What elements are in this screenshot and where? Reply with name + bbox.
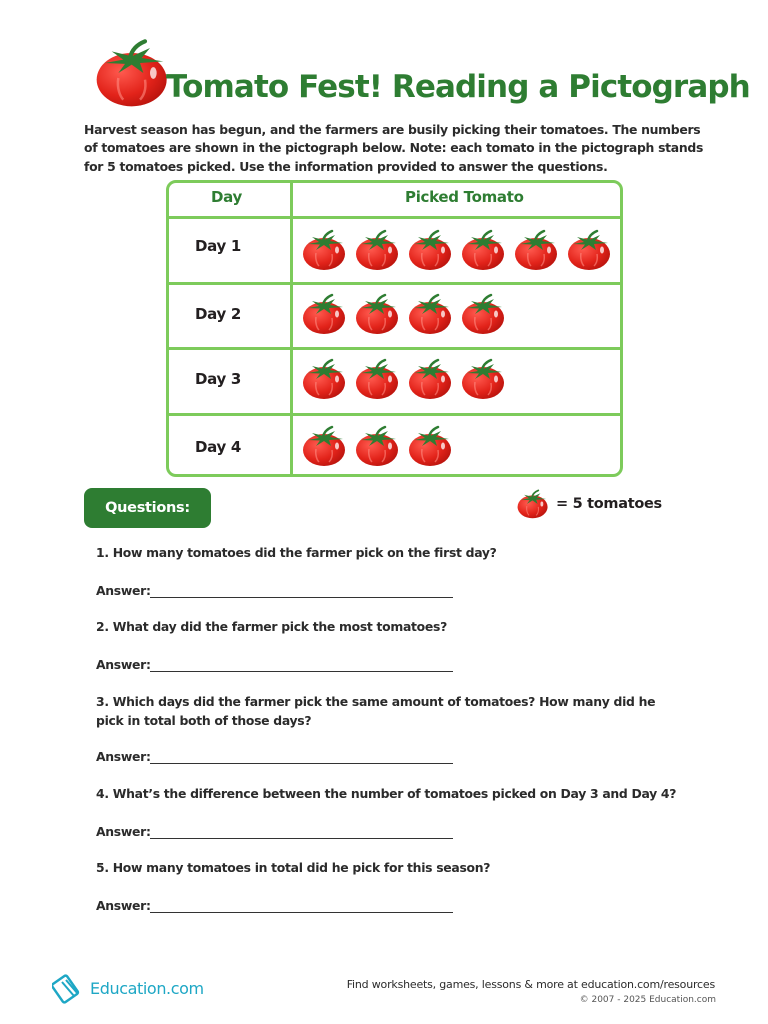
table-header-row xyxy=(169,183,620,216)
tomato-icon xyxy=(302,229,350,271)
table-row xyxy=(169,282,620,347)
tomato-icon xyxy=(408,229,456,271)
tomato-icon xyxy=(408,358,456,400)
tomato-icon xyxy=(355,425,403,467)
day-label: Day 4 xyxy=(195,438,242,456)
answer-label: Answer: xyxy=(96,749,151,764)
tomato-icon xyxy=(355,229,403,271)
answer-line xyxy=(150,912,453,913)
question-3: 3. Which days did the farmer pick the same amount of tomatoes? How many did he pick in total both of those days? xyxy=(96,694,656,728)
day-label: Day 2 xyxy=(195,305,242,323)
question-2: 2. What day did the farmer pick the most tomatoes? xyxy=(96,619,447,634)
title-block xyxy=(94,38,750,112)
answer-line xyxy=(150,763,453,764)
key-text: = 5 tomatoes xyxy=(556,496,662,512)
footer-copyright: © 2007 - 2025 Education.com xyxy=(579,995,716,1005)
questions-heading: Questions: xyxy=(84,488,211,528)
question-5: 5. How many tomatoes in total did he pick for this season? xyxy=(96,860,491,875)
table-row xyxy=(169,413,620,477)
table-row xyxy=(169,347,620,413)
tomato-group xyxy=(302,425,456,467)
table-row xyxy=(169,216,620,282)
tomato-icon xyxy=(516,489,552,519)
answer-label: Answer: xyxy=(96,824,151,839)
answer-label: Answer: xyxy=(96,583,151,598)
tomato-icon xyxy=(408,293,456,335)
logo-text: Education.com xyxy=(90,978,204,998)
tomato-icon xyxy=(355,358,403,400)
answer-line xyxy=(150,671,453,672)
day-label: Day 1 xyxy=(195,237,242,255)
tomato-icon xyxy=(302,358,350,400)
tomato-icon xyxy=(461,293,509,335)
tomato-group xyxy=(302,229,615,271)
education-logo xyxy=(52,972,204,1004)
answer-label: Answer: xyxy=(96,657,151,672)
day-label: Day 3 xyxy=(195,370,242,388)
pictograph-key xyxy=(516,489,662,519)
tomato-icon xyxy=(94,38,176,108)
answer-label: Answer: xyxy=(96,898,151,913)
footer-tagline: Find worksheets, games, lessons & more at education.com/resources xyxy=(346,978,715,991)
tomato-icon xyxy=(302,425,350,467)
answer-line xyxy=(150,838,453,839)
header-picked-tomato: Picked Tomato xyxy=(405,188,524,206)
tomato-icon xyxy=(355,293,403,335)
tomato-icon xyxy=(302,293,350,335)
question-4: 4. What’s the difference between the number of tomatoes picked on Day 3 and Day 4? xyxy=(96,786,677,801)
answer-line xyxy=(150,597,453,598)
tomato-icon xyxy=(461,358,509,400)
tomato-icon xyxy=(461,229,509,271)
tomato-icon xyxy=(514,229,562,271)
page-title: Tomato Fest! Reading a Pictograph xyxy=(166,69,750,105)
header-day: Day xyxy=(211,188,242,206)
tomato-group xyxy=(302,293,509,335)
question-1: 1. How many tomatoes did the farmer pick on the first day? xyxy=(96,545,497,560)
tomato-group xyxy=(302,358,509,400)
pictograph-table xyxy=(166,180,623,477)
intro-text: Harvest season has begun, and the farmers are busily picking their tomatoes. The numbers of tomatoes are shown in the pictograph below. Note: each tomato in the pictograph stands for 5 tomatoes picked. Use the information provided to answer the questions. xyxy=(84,122,704,174)
tomato-icon xyxy=(567,229,615,271)
pencil-book-icon xyxy=(52,972,86,1004)
tomato-icon xyxy=(408,425,456,467)
